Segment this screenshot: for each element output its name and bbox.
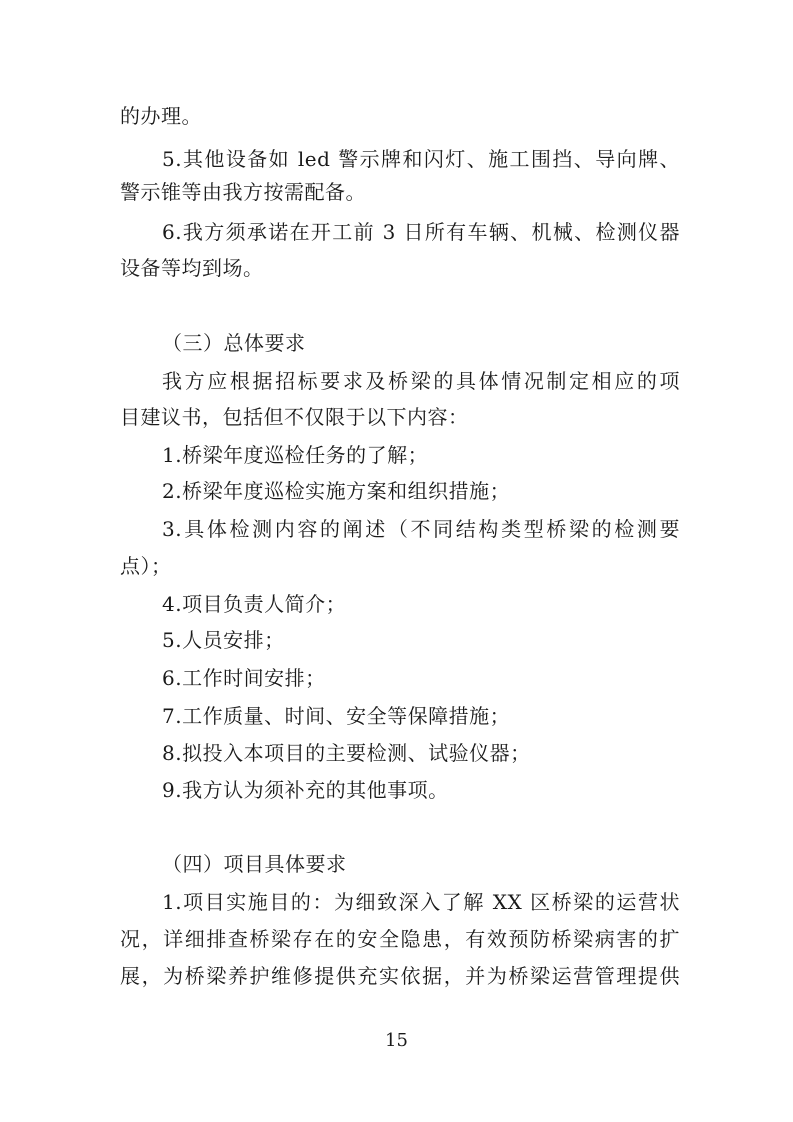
page-number: 15 [385, 1030, 408, 1051]
list-item-6-line-1: 6.我方须承诺在开工前 3 日所有车辆、机械、检测仪器 [162, 220, 680, 244]
section-heading-4: （四）项目具体要求 [162, 852, 347, 876]
list-item: 2.桥梁年度巡检实施方案和组织措施； [162, 479, 511, 503]
list-item-5-line-2: 警示锥等由我方按需配备。 [120, 180, 366, 204]
list-item: 1.桥梁年度巡检任务的了解； [162, 443, 429, 467]
paragraph-line: 的办理。 [120, 104, 202, 128]
paragraph-line: 1.项目实施目的：为细致深入了解 XX 区桥梁的运营状 [162, 890, 680, 914]
list-item: 9.我方认为须补充的其他事项。 [162, 778, 449, 802]
list-item: 4.项目负责人简介； [162, 592, 347, 616]
list-item: 6.工作时间安排； [162, 666, 326, 690]
list-item-5-line-1: 5.其他设备如 led 警示牌和闪灯、施工围挡、导向牌、 [162, 147, 680, 171]
list-item: 5.人员安排； [162, 628, 285, 652]
paragraph-line: 况，详细排查桥梁存在的安全隐患，有效预防桥梁病害的扩 [120, 927, 680, 951]
section-heading-3: （三）总体要求 [162, 331, 306, 355]
paragraph-line: 展，为桥梁养护维修提供充实依据，并为桥梁运营管理提供 [120, 964, 680, 988]
list-item-6-line-2: 设备等均到场。 [120, 256, 264, 280]
paragraph-line: 我方应根据招标要求及桥梁的具体情况制定相应的项 [162, 369, 680, 393]
list-item: 8.拟投入本项目的主要检测、试验仪器； [162, 741, 531, 765]
list-item-line-2: 点）； [120, 554, 172, 578]
list-item-line-1: 3.具体检测内容的阐述（不同结构类型桥梁的检测要 [162, 517, 680, 541]
paragraph-line: 目建议书，包括但不仅限于以下内容： [120, 405, 469, 429]
list-item: 7.工作质量、时间、安全等保障措施； [162, 704, 511, 728]
